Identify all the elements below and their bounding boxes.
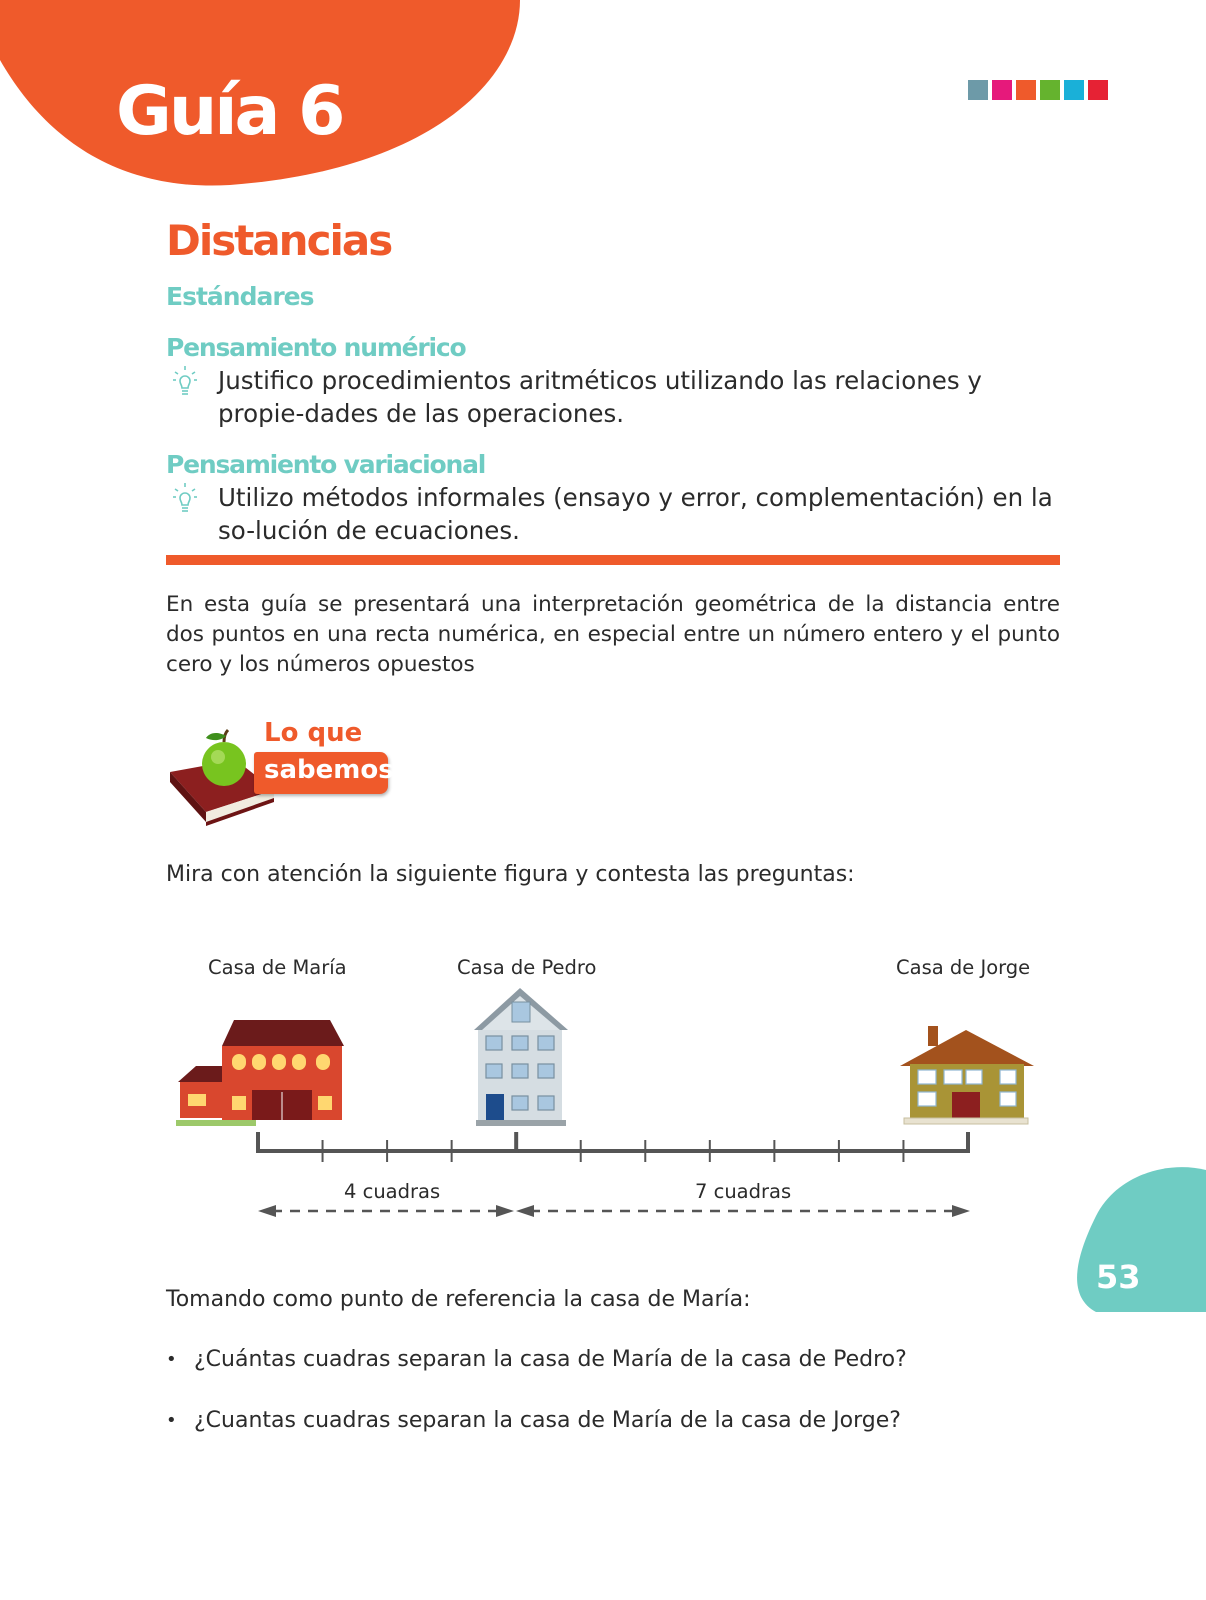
pedro-house-illustration: [474, 988, 568, 1126]
distance-label-7: 7 cuadras: [695, 1180, 792, 1203]
distance-arrows: [258, 1205, 970, 1217]
standard-text: Utilizo métodos informales (ensayo y error, complementación) en la so-lución de ecuaciones.: [218, 483, 1053, 545]
house-label-maria: Casa de María: [208, 956, 347, 979]
standard-text: Justifico procedimientos aritméticos utilizando las relaciones y propie-dades de las operaciones.: [218, 366, 982, 428]
badge-line1: Lo que: [264, 718, 363, 748]
question-item: [166, 1347, 907, 1372]
badge-line2: sabemos: [264, 755, 394, 785]
maria-house-illustration: [176, 1020, 344, 1126]
reference-text: Tomando como punto de referencia la casa de María:: [166, 1287, 751, 1312]
page-number: 53: [1096, 1258, 1141, 1296]
question-text: ¿Cuántas cuadras separan la casa de María de la casa de Pedro?: [194, 1347, 907, 1372]
number-line: [258, 1132, 968, 1162]
page-title: Distancias: [166, 216, 392, 265]
house-label-pedro: Casa de Pedro: [457, 956, 597, 979]
intro-paragraph: En esta guía se presentará una interpretación geométrica de la distancia entre dos puntos en una recta numérica, en especial entre un número entero y el punto cero y los números opuestos: [166, 592, 1060, 677]
question-item: [166, 1408, 901, 1433]
guide-title: Guía 6: [116, 72, 343, 151]
house-label-jorge: Casa de Jorge: [896, 956, 1031, 979]
bullet: •: [166, 1349, 177, 1370]
jorge-house-illustration: [900, 1026, 1034, 1124]
question-text: ¿Cuantas cuadras separan la casa de María de la casa de Jorge?: [194, 1408, 901, 1433]
standards-heading: Estándares: [166, 282, 314, 311]
instruction-text: Mira con atención la siguiente figura y contesta las preguntas:: [166, 862, 855, 887]
standard-group-title: Pensamiento numérico: [166, 333, 466, 362]
bullet: •: [166, 1410, 177, 1431]
distance-label-4: 4 cuadras: [344, 1180, 441, 1203]
standard-group-title: Pensamiento variacional: [166, 450, 486, 479]
